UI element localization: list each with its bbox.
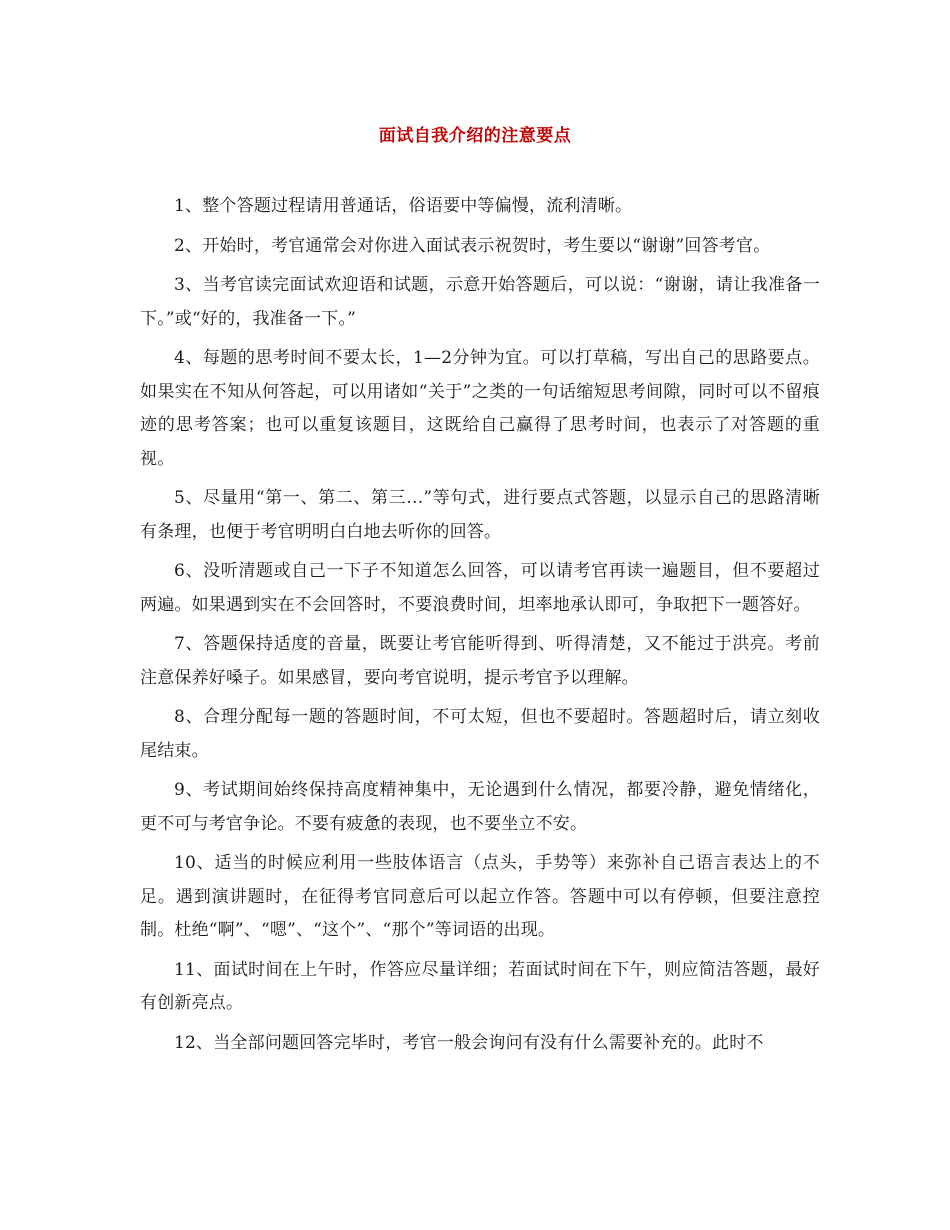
paragraph-2: 2、开始时，考官通常会对你进入面试表示祝贺时，考生要以“谢谢”回答考官。 xyxy=(174,235,771,256)
paragraph-7: 7、答题保持适度的音量，既要让考官能听得到、听得清楚，又不能过于洪亮。考前注意保养好嗓子。如果感冒，要向考官说明，提示考官予以理解。 xyxy=(140,634,820,688)
paragraph-10: 10、适当的时候应利用一些肢体语言（点头，手势等）来弥补自己语言表达上的不足。遇到演讲题时，在征得考官同意后可以起立作答。答题中可以有停顿，但要注意控制。杜绝“啊”、“嗯”、“这个”、“那个”等词语的出现。 xyxy=(140,853,820,940)
paragraph-8: 8、合理分配每一题的答题时间，不可太短，但也不要超时。答题超时后，请立刻收尾结束。 xyxy=(140,707,820,761)
paragraph-9: 9、考试期间始终保持高度精神集中，无论遇到什么情况，都要冷静，避免情绪化，更不可与考官争论。不要有疲惫的表现，也不要坐立不安。 xyxy=(140,780,820,834)
paragraph-6: 6、没听清题或自己一下子不知道怎么回答，可以请考官再读一遍题目，但不要超过两遍。如果遇到实在不会回答时，不要浪费时间，坦率地承认即可，争取把下一题答好。 xyxy=(140,561,820,615)
paragraph-5: 5、尽量用“第一、第二、第三…”等句式，进行要点式答题，以显示自己的思路清晰有条理，也便于考官明明白白地去听你的回答。 xyxy=(140,488,820,542)
paragraph-12: 12、当全部问题回答完毕时，考官一般会询问有没有什么需要补充的。此时不 xyxy=(174,1032,764,1053)
paragraph-4: 4、每题的思考时间不要太长，1—2分钟为宜。可以打草稿，写出自己的思路要点。如果实在不知从何答起，可以用诸如“关于”之类的一句话缩短思考间隙，同时可以不留痕迹的思考答案；也可以重复该题目，这既给自己赢得了思考时间，也表示了对答题的重视。 xyxy=(140,348,820,469)
document-body xyxy=(140,190,820,1066)
paragraph-3: 3、当考官读完面试欢迎语和试题，示意开始答题后，可以说：“谢谢，请让我准备一下。”或“好的，我准备一下。” xyxy=(140,275,820,329)
paragraph-11: 11、面试时间在上午时，作答应尽量详细；若面试时间在下午，则应简洁答题，最好有创新亮点。 xyxy=(140,959,820,1013)
document-title: 面试自我介绍的注意要点 xyxy=(378,126,572,146)
paragraph-1: 1、整个答题过程请用普通话，俗语要中等偏慢，流利清晰。 xyxy=(174,196,633,216)
